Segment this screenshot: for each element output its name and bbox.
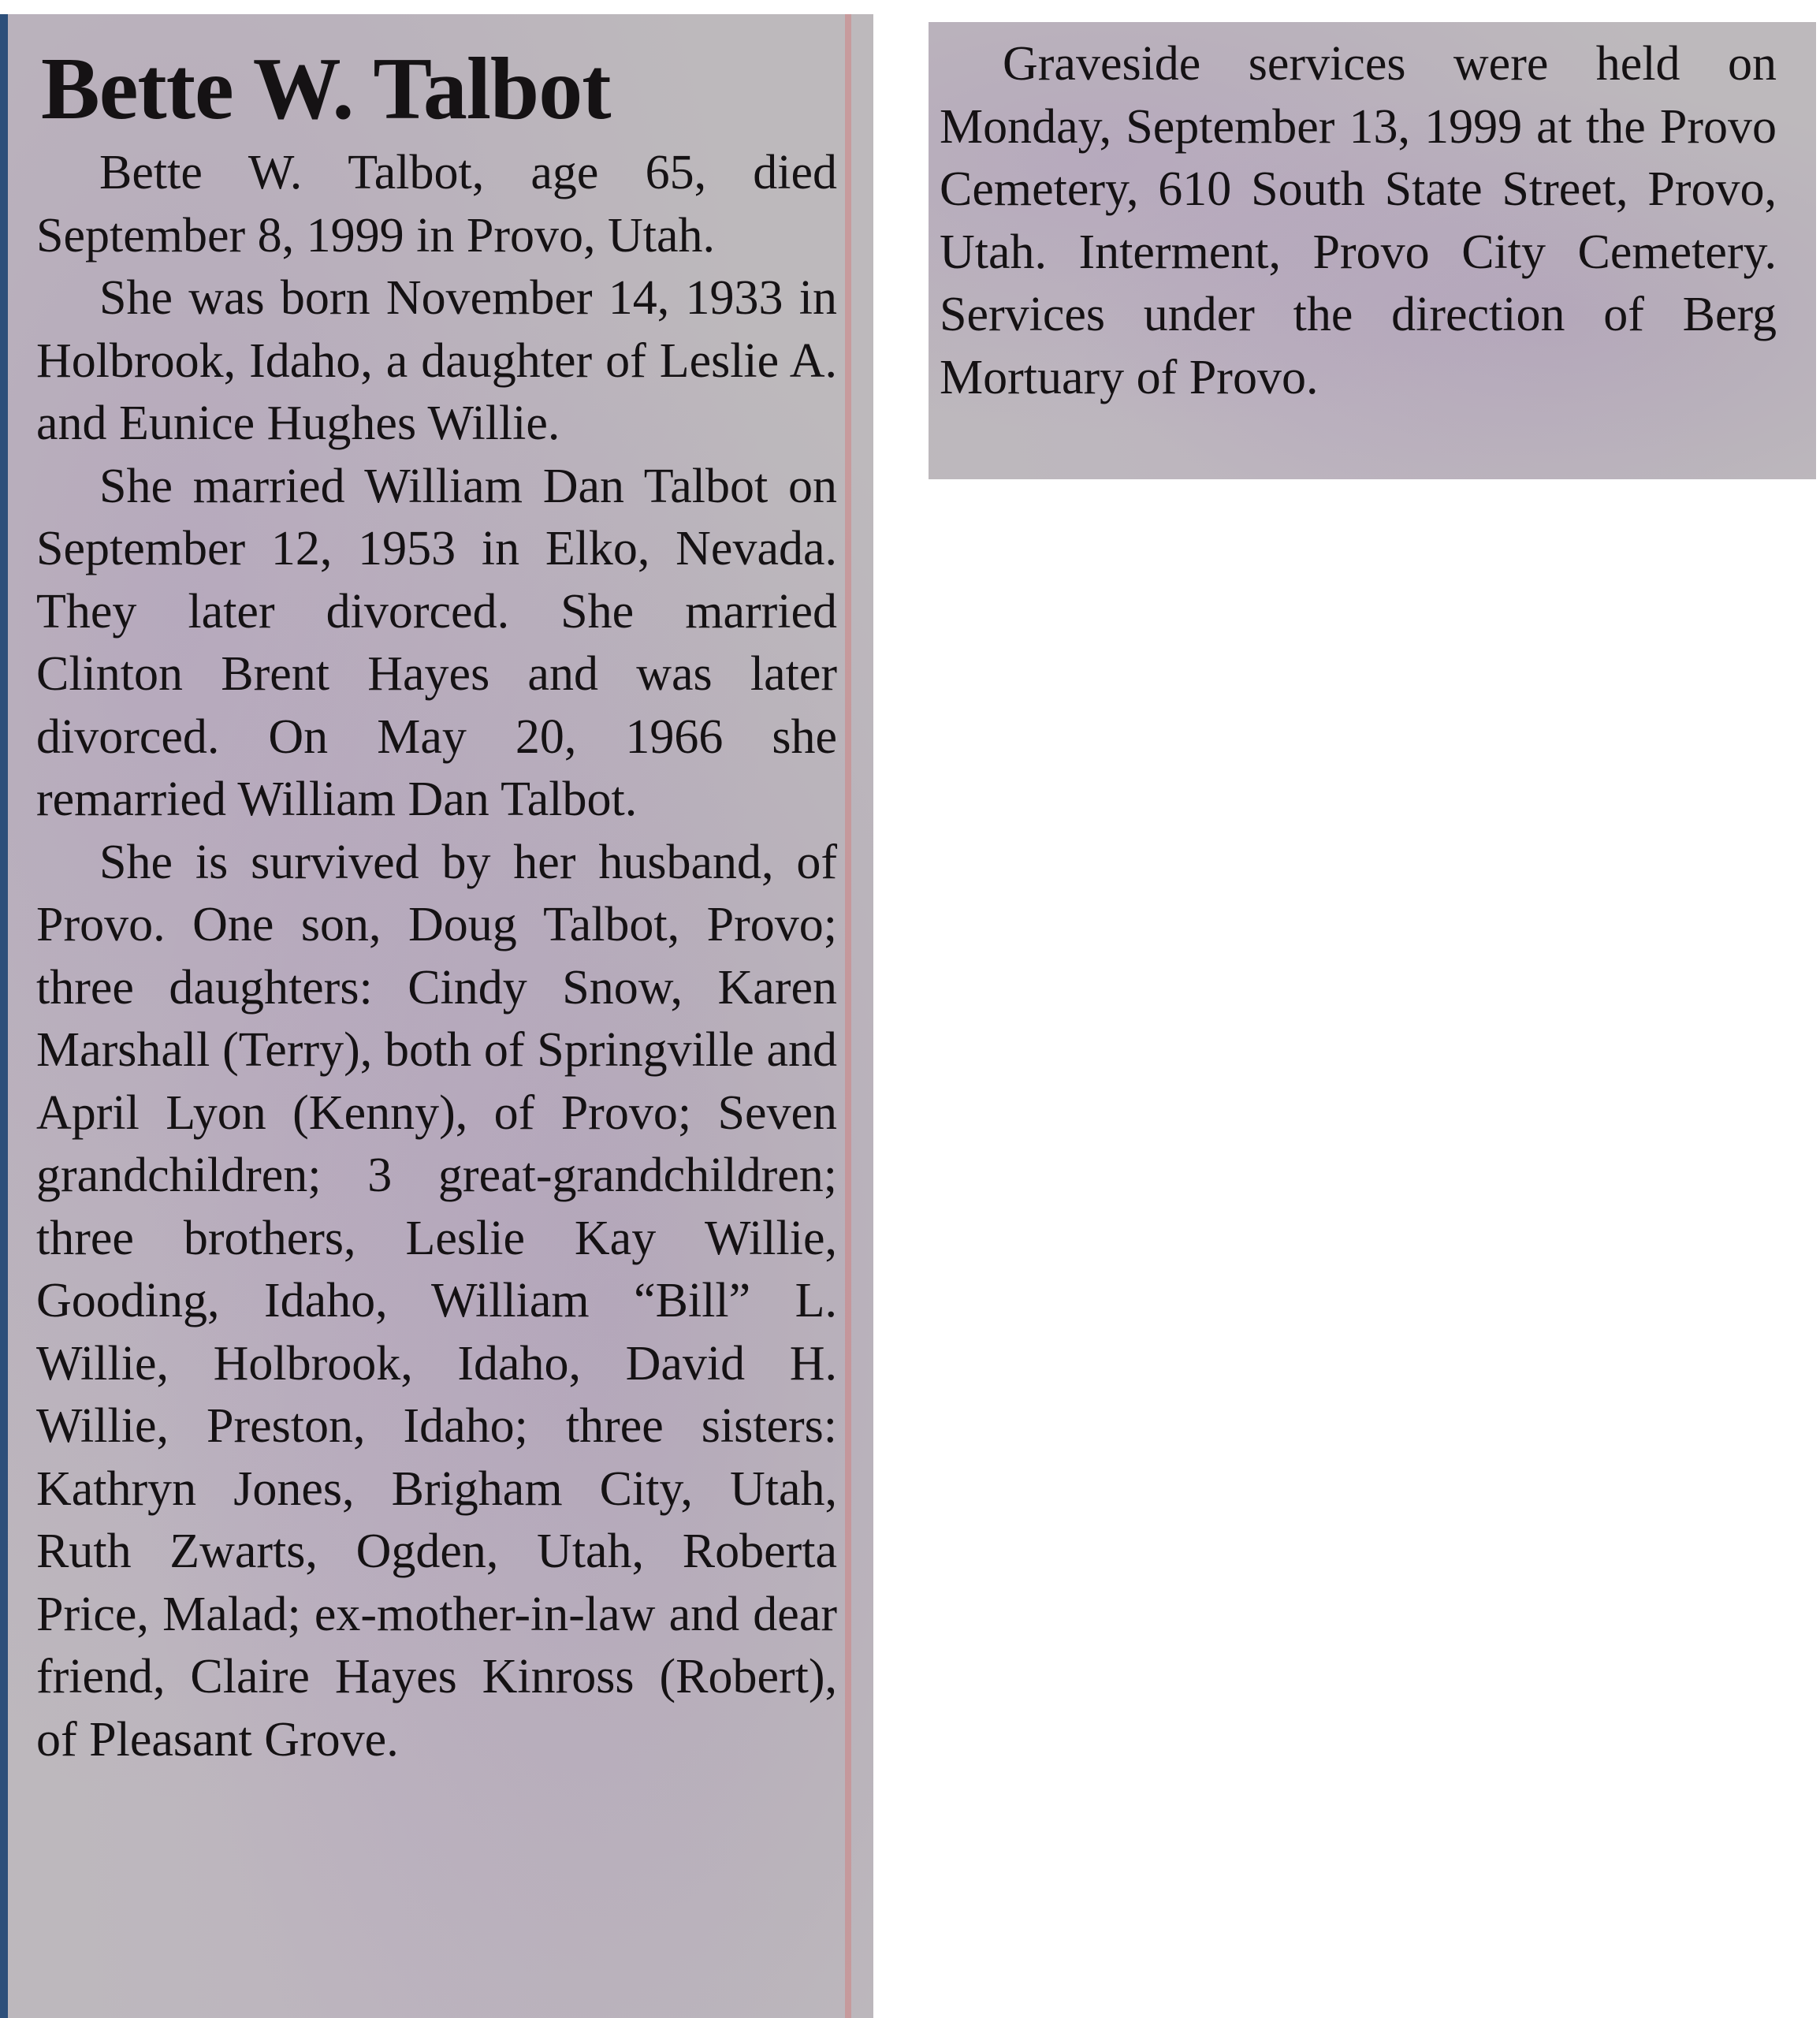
obituary-paragraph-birth: She was born November 14, 1933 in Holbrook, Idaho, a daughter of Leslie A. and Eunice Hughes Willie. xyxy=(36,271,837,450)
obituary-headline: Bette W. Talbot xyxy=(41,40,611,138)
obituary-clipping-right xyxy=(929,22,1816,479)
obituary-paragraph-marriage: She married William Dan Talbot on September 12, 1953 in Elko, Nevada. They later divorced. She married Clinton Brent Hayes and was later divorced. On May 20, 1966 she remarried William Dan Talbot. xyxy=(36,459,837,826)
obituary-paragraph-survivors: She is survived by her husband, of Provo. One son, Doug Talbot, Provo; three daughters: Cindy Snow, Karen Marshall (Terry), both of Springville and April Lyon (Kenny), of Provo; Seven grandchildren; 3 great-grandchildren; three brothers, Leslie Kay Willie, Gooding, Idaho, William “Bill” L. Willie, Holbrook, Idaho, David H. Willie, Preston, Idaho; three sisters: Kathryn Jones, Brigham City, Utah, Ruth Zwarts, Ogden, Utah, Roberta Price, Malad; ex-mother-in-law and dear friend, Claire Hayes Kinross (Robert), of Pleasant Grove. xyxy=(36,835,837,1767)
obituary-paragraph-death: Bette W. Talbot, age 65, died September 8, 1999 in Provo, Utah. xyxy=(36,146,837,262)
obituary-clipping-left xyxy=(0,14,873,2018)
obituary-paragraph-services: Graveside services were held on Monday, September 13, 1999 at the Provo Cemetery, 610 South State Street, Provo, Utah. Interment, Provo City Cemetery. Services under the direction of Berg Mortuary of Provo. xyxy=(940,37,1777,404)
